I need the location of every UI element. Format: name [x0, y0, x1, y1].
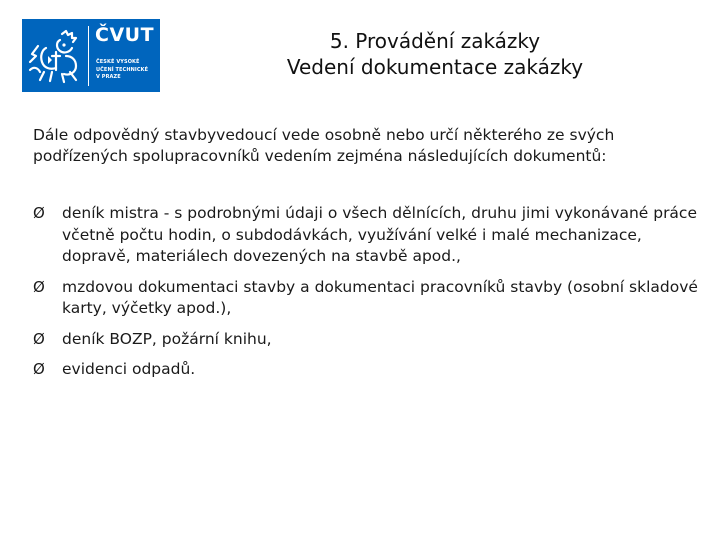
list-item — [33, 329, 703, 351]
intro-paragraph: Dále odpovědný stavbyvedoucí vede osobně nebo určí některého ze svých podřízených spolupracovníků vedením zejména následujících dokumentů: — [33, 126, 615, 165]
logo-subtitle — [96, 59, 148, 82]
document-list — [33, 203, 703, 390]
logo-divider — [88, 26, 89, 86]
page-title-line-2: Vedení dokumentace zakázky — [286, 55, 584, 79]
arrow-bullet-icon: Ø — [33, 204, 45, 222]
logo-subtitle-line: ČESKÉ VYSOKÉ — [96, 59, 140, 65]
cvut-logo — [22, 19, 160, 92]
logo-subtitle-line: UČENÍ TECHNICKÉ — [96, 66, 149, 73]
list-item — [33, 359, 703, 381]
page-title-line-1: 5. Provádění zakázky — [329, 29, 541, 53]
list-item — [33, 277, 703, 320]
arrow-bullet-icon: Ø — [33, 329, 45, 348]
arrow-bullet-icon: Ø — [33, 277, 45, 296]
arrow-bullet-icon: Ø — [33, 360, 45, 378]
list-item — [33, 203, 703, 268]
lion-emblem-icon — [26, 26, 86, 86]
logo-subtitle-line: V PRAZE — [96, 74, 121, 80]
list-item-text: mzdovou dokumentaci stavby a dokumentaci pracovníků stavby (osobní skladové karty, výčetky apod.), — [62, 277, 698, 317]
logo-name: ČVUT — [95, 24, 155, 46]
list-item-text: evidenci odpadů. — [62, 360, 196, 378]
list-item-text: deník BOZP, požární knihu, — [62, 329, 272, 348]
list-item-text: deník mistra - s podrobnými údaji o všech dělnících, druhu jimi vykonávané práce včetně počtu hodin, o subdodávkách, využívání velké i malé mechanizace, dopravě, materiálech dovezených na stavbě apod., — [62, 204, 697, 265]
